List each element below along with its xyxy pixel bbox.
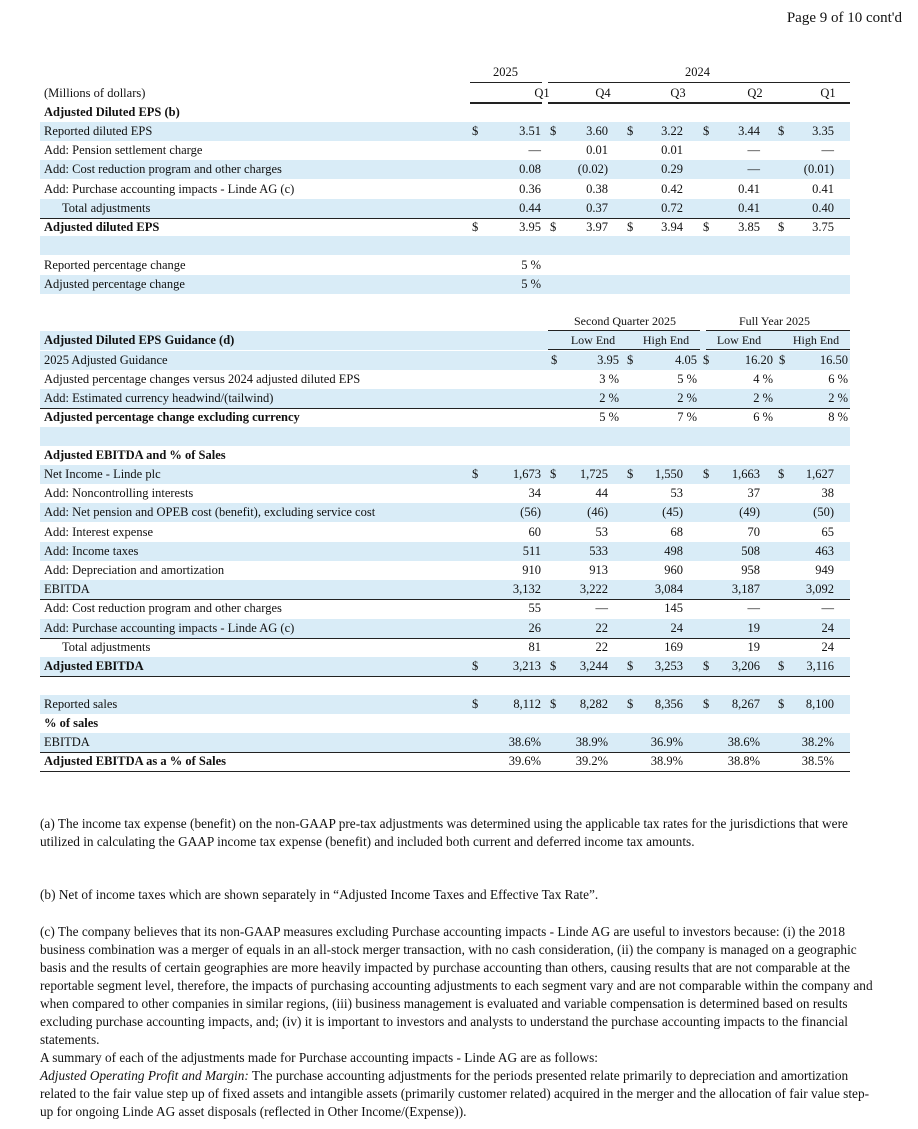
table-row (40, 542, 850, 561)
table-cell: 5 % (599, 410, 619, 424)
table-cell: (45) (662, 505, 683, 520)
quarter-header: Q1 (534, 86, 550, 100)
table-row (40, 370, 850, 389)
dollar-sign: $ (550, 220, 557, 234)
guidance-col-header: High End (642, 333, 690, 347)
row-label: Total adjustments (62, 200, 151, 215)
dollar-sign: $ (550, 697, 557, 711)
table-cell: 16.20 (744, 353, 773, 367)
table-cell: (49) (739, 505, 760, 520)
table-cell: 36.9% (650, 735, 683, 749)
table-cell: 39.2% (575, 754, 608, 769)
table-cell: 1,725 (579, 467, 608, 481)
row-label: Reported percentage change (44, 258, 186, 272)
table-cell: 5 % (677, 372, 697, 386)
footnote-c-text: (c) The company believes that its non-GAAP measures excluding Purchase accounting impacts - Linde AG are useful to investors because: (i) the 2018 business combination was a merger of equals in an all-stock merger transaction, with no cash consideration, (ii) the company is managed on a geographic basis and the results of certain geographies are more heavily impacted by purchase accounting than others, causing results that are not comparable at the reportable segment level, therefore, the impacts of purchasing accounting adjustments to each segment vary and are not comparable within the company and when compared to other companies in similar regions, (iii) business management is evaluated and variable compensation is determined based on results excluding purchase accounting impacts, and; (iv) it is important to investors and analysts to understand the purchase accounting impacts to the financial statements. (40, 924, 873, 1047)
row-label: Add: Income taxes (44, 543, 139, 558)
table-row (40, 619, 850, 639)
table-cell: 24 (821, 620, 834, 635)
row-label: Add: Cost reduction program and other charges (44, 162, 282, 177)
footnote-c (40, 923, 876, 1121)
table-cell: 5 % (521, 258, 541, 272)
table-cell: 6 % (828, 372, 848, 386)
table-cell: 8,356 (654, 697, 683, 711)
table-cell: — (821, 143, 834, 158)
table-row (40, 199, 850, 219)
table-cell: 0.01 (586, 143, 608, 158)
units-header-row (40, 84, 850, 103)
table-cell: 81 (528, 639, 541, 654)
table-cell: 0.41 (738, 181, 760, 196)
dollar-sign: $ (472, 467, 479, 481)
table-cell: 44 (595, 486, 608, 501)
units-label: (Millions of dollars) (44, 86, 146, 100)
table-cell: 511 (522, 543, 541, 558)
table-cell: 0.72 (661, 200, 683, 215)
pct-sales-title: % of sales (44, 716, 99, 730)
table-cell: 22 (595, 639, 608, 654)
table-row (40, 160, 850, 179)
table-cell: 3 % (599, 372, 619, 386)
dollar-sign: $ (703, 220, 710, 234)
eps-title-row (40, 103, 850, 122)
year-2025-rule (470, 82, 542, 83)
row-label: Add: Purchase accounting impacts - Linde AG (c) (44, 181, 295, 196)
dollar-sign: $ (627, 124, 634, 138)
table-cell: 7 % (677, 410, 697, 424)
table-cell: 533 (589, 543, 608, 558)
table-cell: 6 % (753, 410, 773, 424)
table-cell: 3,084 (654, 582, 683, 597)
guidance-col-header: Low End (570, 333, 616, 347)
table-cell: 3,222 (579, 582, 608, 597)
table-cell: 145 (664, 601, 683, 616)
table-cell: 19 (747, 620, 760, 635)
table-cell: 0.41 (812, 181, 834, 196)
ebitda-title-row (40, 446, 850, 465)
table-cell: 38.9% (650, 754, 683, 769)
quarter-header: Q3 (670, 86, 686, 100)
table-row (40, 180, 850, 200)
table-cell: 5 % (521, 277, 541, 291)
table-cell: (0.02) (577, 162, 608, 177)
table-cell: 0.08 (519, 162, 541, 177)
table-cell: — (595, 601, 608, 616)
table-cell: 39.6% (508, 754, 541, 769)
table-row (40, 351, 850, 370)
table-cell: 34 (528, 486, 541, 501)
row-label: Add: Net pension and OPEB cost (benefit), excluding service cost (44, 505, 376, 520)
table-row (40, 465, 850, 484)
table-cell: 2 % (828, 391, 848, 405)
row-label: Adjusted EBITDA (44, 659, 144, 673)
row-label: Reported sales (44, 697, 118, 711)
guidance-col-header: High End (792, 333, 840, 347)
row-label: Adjusted EBITDA as a % of Sales (44, 754, 226, 769)
table-cell: 1,663 (731, 467, 760, 481)
footnote-c-summary: A summary of each of the adjustments made for Purchase accounting impacts - Linde AG are as follows: (40, 1050, 598, 1065)
guidance-col-rule (548, 349, 700, 350)
table-cell: 38.8% (727, 754, 760, 769)
table-cell: — (747, 601, 760, 616)
dollar-sign: $ (550, 467, 557, 481)
table-cell: 19 (747, 639, 760, 654)
table-cell: 38 (821, 486, 834, 501)
row-label: Add: Estimated currency headwind/(tailwind) (44, 391, 274, 405)
footnote-b: (b) Net of income taxes which are shown separately in “Adjusted Income Taxes and Effective Tax Rate”. (40, 887, 599, 902)
dollar-sign: $ (551, 353, 558, 367)
dollar-sign: $ (778, 659, 785, 673)
table-cell: (56) (520, 505, 541, 520)
table-cell: 463 (815, 543, 834, 558)
table-cell: 169 (664, 639, 683, 654)
row-label: EBITDA (44, 735, 90, 749)
table-cell: 3.44 (738, 124, 760, 138)
table-cell: 913 (589, 563, 608, 577)
table-row (40, 122, 850, 141)
table-cell: 3.51 (519, 124, 541, 138)
year-2025-header: 2025 (493, 65, 518, 79)
table-row (40, 695, 850, 714)
table-cell: 4.05 (675, 353, 697, 367)
dollar-sign: $ (703, 467, 710, 481)
table-row (40, 389, 850, 409)
dollar-sign: $ (627, 467, 634, 481)
table-cell: 3.35 (812, 124, 834, 138)
quarter-header: Q2 (747, 86, 763, 100)
table-row (40, 275, 850, 294)
table-cell: 53 (670, 486, 683, 501)
eps-section-title: Adjusted Diluted EPS (b) (44, 105, 180, 119)
table-cell: 960 (664, 563, 683, 577)
table-cell: 2 % (753, 391, 773, 405)
table-cell: 1,673 (512, 467, 541, 481)
guidance-col-header: Low End (716, 333, 762, 347)
table-cell: (46) (587, 505, 608, 520)
table-cell: 3,244 (579, 659, 608, 673)
table-cell: 508 (741, 543, 760, 558)
dollar-sign: $ (550, 659, 557, 673)
table-row (40, 523, 850, 542)
table-cell: 8,282 (579, 697, 608, 711)
table-row (40, 657, 850, 677)
table-cell: 38.5% (801, 754, 834, 769)
pct-sales-title-row (40, 714, 850, 733)
footnote-a: (a) The income tax expense (benefit) on the non-GAAP pre-tax adjustments was determined using the applicable tax rates for the jurisdictions that were utilized in calculating the GAAP income tax expense (benefit) and included both current and deferred income tax amounts. (40, 816, 848, 849)
table-cell: 3,206 (731, 659, 760, 673)
table-cell: 0.37 (586, 200, 608, 215)
table-cell: 498 (664, 543, 683, 558)
table-row (40, 638, 850, 658)
row-label: Add: Cost reduction program and other charges (44, 601, 282, 616)
table-cell: 38.6% (727, 735, 760, 749)
row-label: Add: Pension settlement charge (44, 143, 203, 158)
table-cell: 38.9% (575, 735, 608, 749)
table-cell: 1,627 (805, 467, 834, 481)
table-cell: 3.85 (738, 220, 760, 234)
table-cell: 53 (595, 524, 608, 539)
blank-shaded-row (40, 236, 850, 255)
table-row (40, 599, 850, 618)
table-cell: 70 (747, 524, 760, 539)
table-cell: 24 (670, 620, 683, 635)
dollar-sign: $ (703, 659, 710, 673)
table-row (40, 408, 850, 428)
dollar-sign: $ (703, 697, 710, 711)
table-cell: 958 (741, 563, 760, 577)
row-label: Add: Purchase accounting impacts - Linde AG (c) (44, 620, 295, 635)
dollar-sign: $ (627, 220, 634, 234)
year-2024-rule (548, 82, 850, 83)
table-cell: 3.60 (586, 124, 608, 138)
table-cell: — (528, 143, 541, 158)
dollar-sign: $ (627, 659, 634, 673)
table-cell: 0.01 (661, 143, 683, 158)
dollar-sign: $ (703, 124, 710, 138)
table-cell: 22 (595, 620, 608, 635)
table-cell: 24 (821, 639, 834, 654)
row-label: Adjusted percentage change excluding currency (44, 410, 300, 424)
table-cell: 8,100 (805, 697, 834, 711)
dollar-sign: $ (550, 124, 557, 138)
dollar-sign: $ (472, 659, 479, 673)
dollar-sign: $ (778, 220, 785, 234)
quarter-header: Q1 (820, 86, 836, 100)
table-cell: 60 (528, 524, 541, 539)
table-cell: 16.50 (819, 353, 848, 367)
table-cell: — (747, 143, 760, 158)
table-row (40, 752, 850, 772)
table-cell: 0.42 (661, 181, 683, 196)
dollar-sign: $ (472, 697, 479, 711)
table-cell: 3,116 (806, 659, 834, 673)
ebitda-section-title: Adjusted EBITDA and % of Sales (44, 448, 226, 462)
table-row (40, 484, 850, 503)
table-cell: — (821, 601, 834, 616)
guidance-title-row (40, 331, 850, 350)
table-row (40, 561, 850, 581)
quarter-header: Q4 (595, 86, 611, 100)
table-cell: 8,267 (731, 697, 760, 711)
table-cell: 8 % (828, 410, 848, 424)
table-cell: 68 (670, 524, 683, 539)
dollar-sign: $ (627, 697, 634, 711)
table-cell: 2 % (677, 391, 697, 405)
table-cell: 3.94 (661, 220, 683, 234)
table-cell: 3,213 (512, 659, 541, 673)
table-row (40, 733, 850, 753)
table-cell: 949 (815, 563, 834, 577)
dollar-sign: $ (778, 124, 785, 138)
guidance-title: Adjusted Diluted EPS Guidance (d) (44, 333, 235, 347)
table-cell: 4 % (753, 372, 773, 386)
dollar-sign: $ (627, 353, 634, 367)
table-cell: 3.75 (812, 220, 834, 234)
dollar-sign: $ (472, 124, 479, 138)
dollar-sign: $ (778, 467, 785, 481)
table-cell: 0.29 (661, 162, 683, 177)
table-cell: 38.6% (508, 735, 541, 749)
table-cell: 3.97 (586, 220, 608, 234)
table-row (40, 503, 850, 522)
table-cell: 3,187 (731, 582, 760, 597)
table-cell: 65 (821, 524, 834, 539)
table-cell: 0.41 (738, 200, 760, 215)
table-cell: 0.38 (586, 181, 608, 196)
guidance-col-rule (706, 349, 850, 350)
table-cell: 0.36 (519, 181, 541, 196)
table-cell: 26 (528, 620, 541, 635)
dollar-sign: $ (778, 697, 785, 711)
table-row (40, 141, 850, 160)
dollar-sign: $ (703, 353, 710, 367)
page-number: Page 9 of 10 cont'd (786, 10, 902, 26)
row-label: Adjusted percentage changes versus 2024 adjusted diluted EPS (44, 372, 361, 386)
table-cell: 8,112 (513, 697, 541, 711)
table-cell: 38.2% (801, 735, 834, 749)
table-cell: 55 (528, 601, 541, 616)
row-label: Total adjustments (62, 639, 151, 654)
footnote-c-item-title: Adjusted Operating Profit and Margin: (40, 1068, 249, 1083)
dollar-sign: $ (779, 353, 786, 367)
table-cell: 3,253 (654, 659, 683, 673)
table-cell: 3,132 (512, 582, 541, 597)
table-row (40, 256, 850, 275)
table-cell: 3.22 (661, 124, 683, 138)
blank-shaded-row (40, 427, 850, 446)
year-2024-header: 2024 (685, 65, 710, 79)
table-cell: 1,550 (654, 467, 683, 481)
table-cell: 2 % (599, 391, 619, 405)
row-label: Adjusted percentage change (44, 277, 185, 291)
table-cell: (0.01) (803, 162, 834, 177)
row-label: EBITDA (44, 582, 90, 597)
table-row (40, 580, 850, 600)
table-cell: 3.95 (597, 353, 619, 367)
row-label: 2025 Adjusted Guidance (44, 353, 168, 367)
table-cell: 0.40 (812, 200, 834, 215)
guidance-fy-header: Full Year 2025 (739, 314, 811, 328)
table-cell: 37 (747, 486, 760, 501)
row-label: Add: Interest expense (44, 524, 153, 539)
guidance-q2-header: Second Quarter 2025 (574, 314, 676, 328)
table-cell: 910 (522, 563, 541, 577)
table-row (40, 218, 850, 238)
row-label: Adjusted diluted EPS (44, 220, 160, 234)
row-label: Net Income - Linde plc (44, 467, 161, 481)
table-cell: 3.95 (519, 220, 541, 234)
row-label: Add: Noncontrolling interests (44, 486, 194, 501)
dollar-sign: $ (472, 220, 479, 234)
table-cell: (50) (813, 505, 834, 520)
table-cell: 0.44 (519, 200, 541, 215)
row-label: Add: Depreciation and amortization (44, 563, 225, 577)
footnote-c-item-text: The purchase accounting adjustments for the periods presented relate primarily to depreciation and amortization related to the fair value step up of fixed assets and intangible assets (primarily customer related) acquired in the merger and the allocation of fair value step-up for ongoing Linde AG asset disposals (reflected in Other Income/(Expense)). (40, 1068, 870, 1119)
row-label: Reported diluted EPS (44, 124, 153, 138)
table-cell: — (747, 162, 760, 177)
table-cell: 3,092 (805, 582, 834, 597)
